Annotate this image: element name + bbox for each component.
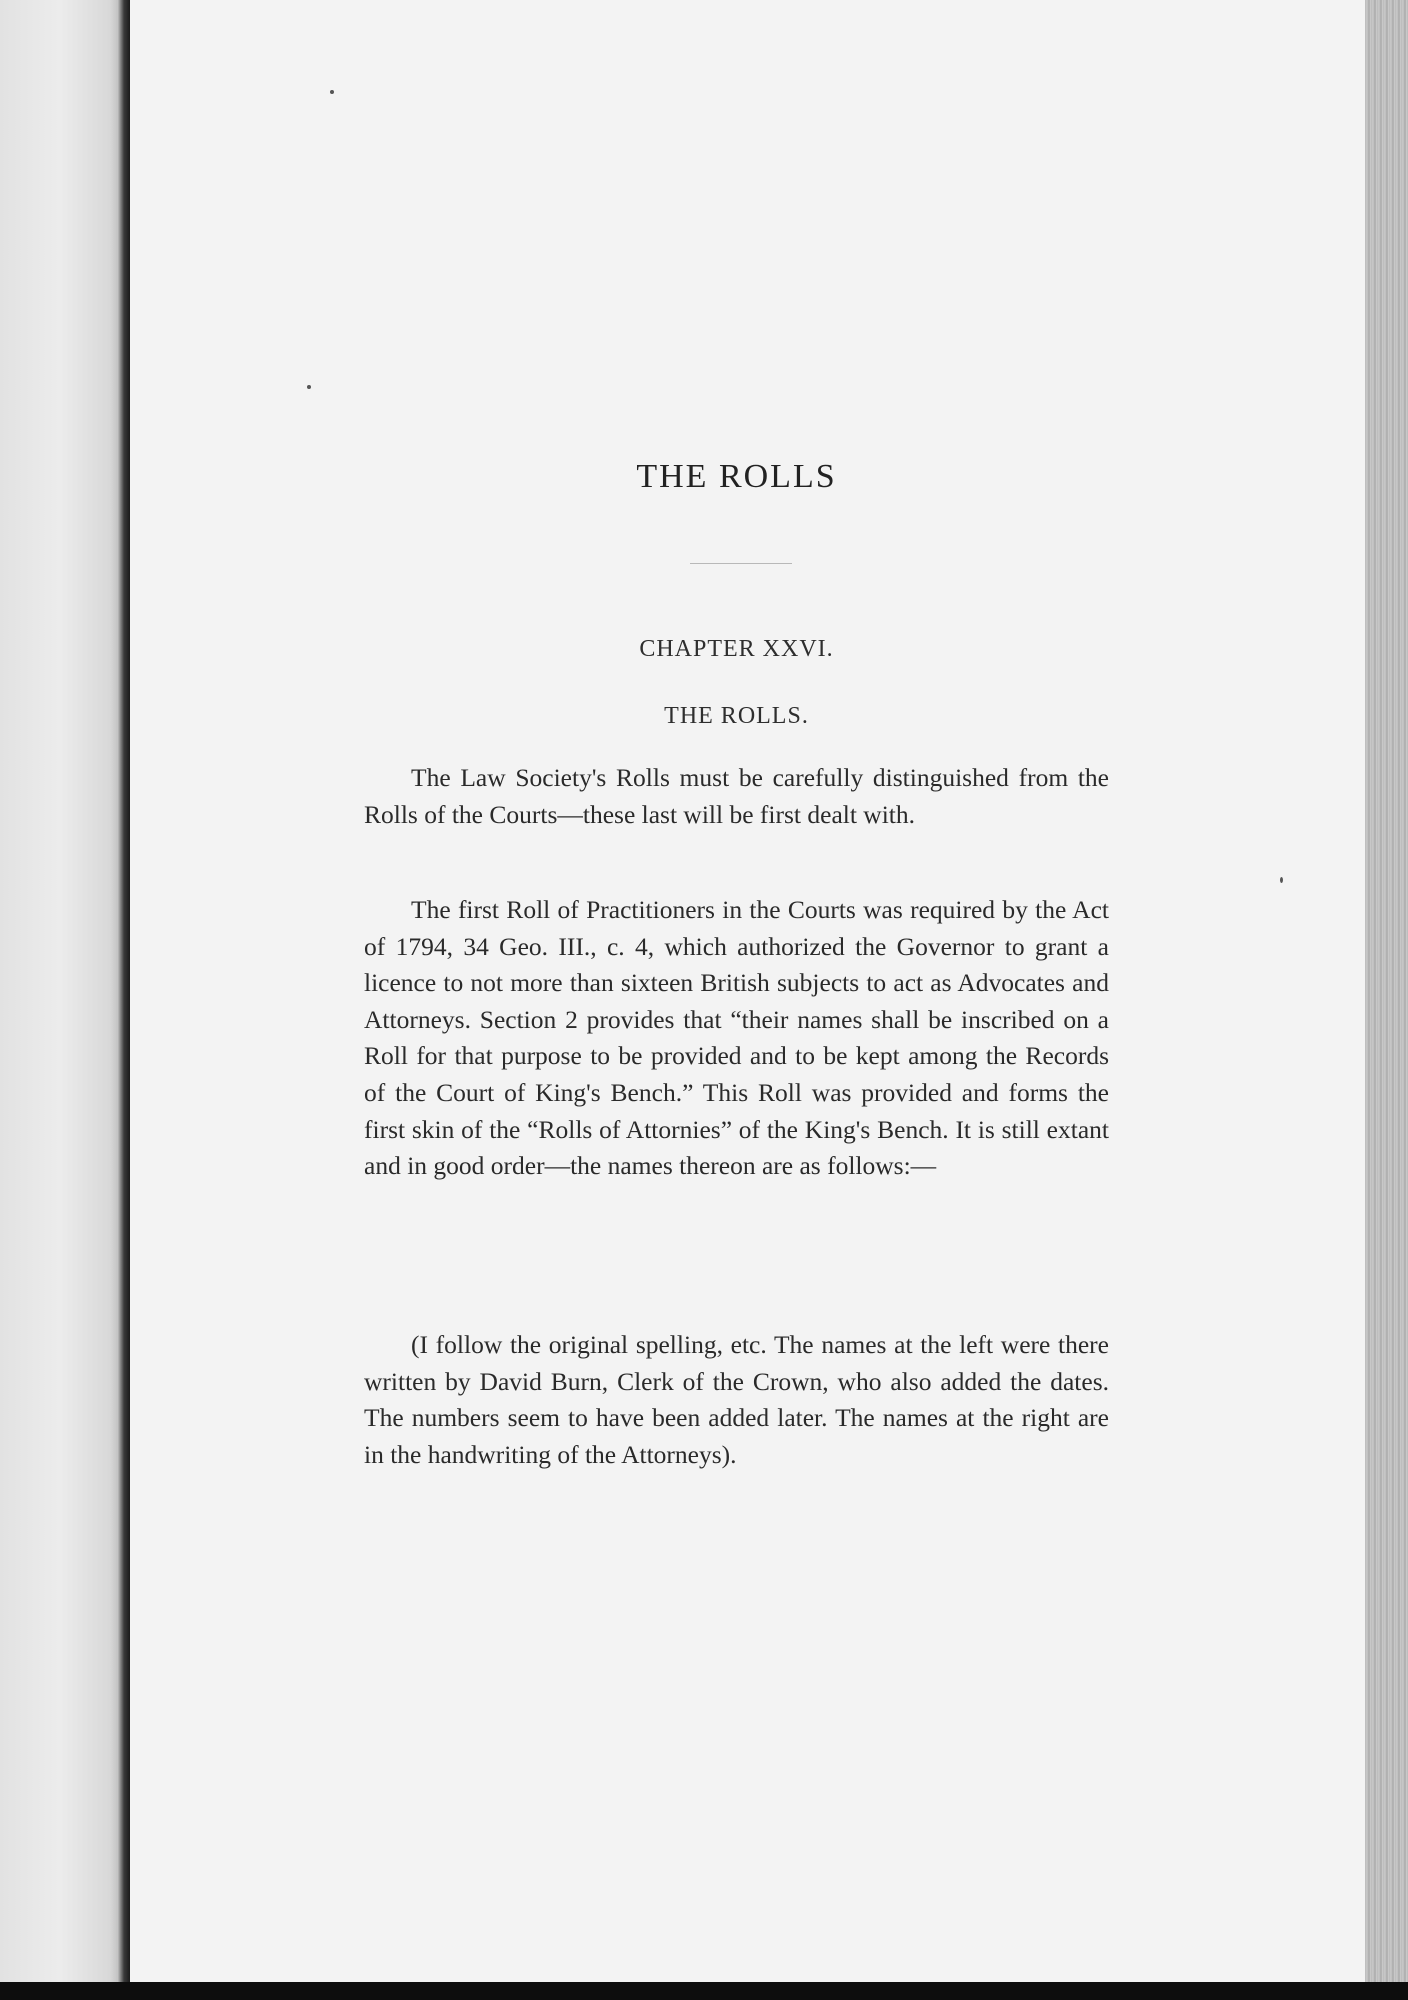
- section-title: THE ROLLS.: [664, 703, 809, 729]
- facing-page-edge: [0, 0, 122, 2000]
- dust-speck: [307, 385, 311, 389]
- dust-speck: [330, 90, 334, 94]
- dust-speck: [1280, 877, 1283, 883]
- chapter-heading: CHAPTER XXVI.: [639, 636, 834, 662]
- page-edges: [1365, 0, 1408, 2000]
- book-gutter: [118, 0, 130, 2000]
- title-rule: [690, 563, 792, 564]
- paragraph: The Law Society's Rolls must be carefully distinguished from the Rolls of the Courts—these last will be first dealt with.: [364, 763, 1109, 829]
- paragraph: The first Roll of Practitioners in the Courts was required by the Act of 1794, 34 Geo. III., c. 4, which authorized the Governor to grant a licence to not more than sixteen British subjects to act as Advocates and Attorneys. Section 2 provides that “their names shall be inscribed on a Roll for that purpose to be provided and to be kept among the Records of the Court of King's Bench.” This Roll was provided and forms the first skin of the “Rolls of Attornies” of the King's Bench. It is still extant and in good order—the names thereon are as follows:—: [364, 895, 1109, 1181]
- running-title: THE ROLLS: [636, 458, 837, 495]
- paragraph: (I follow the original spelling, etc. The names at the left were there written by David Burn, Clerk of the Crown, who also added the dates. The numbers seem to have been added later. The names at the right are in the handwriting of the Attorneys).: [364, 1330, 1109, 1469]
- scan-border: [0, 1982, 1408, 2000]
